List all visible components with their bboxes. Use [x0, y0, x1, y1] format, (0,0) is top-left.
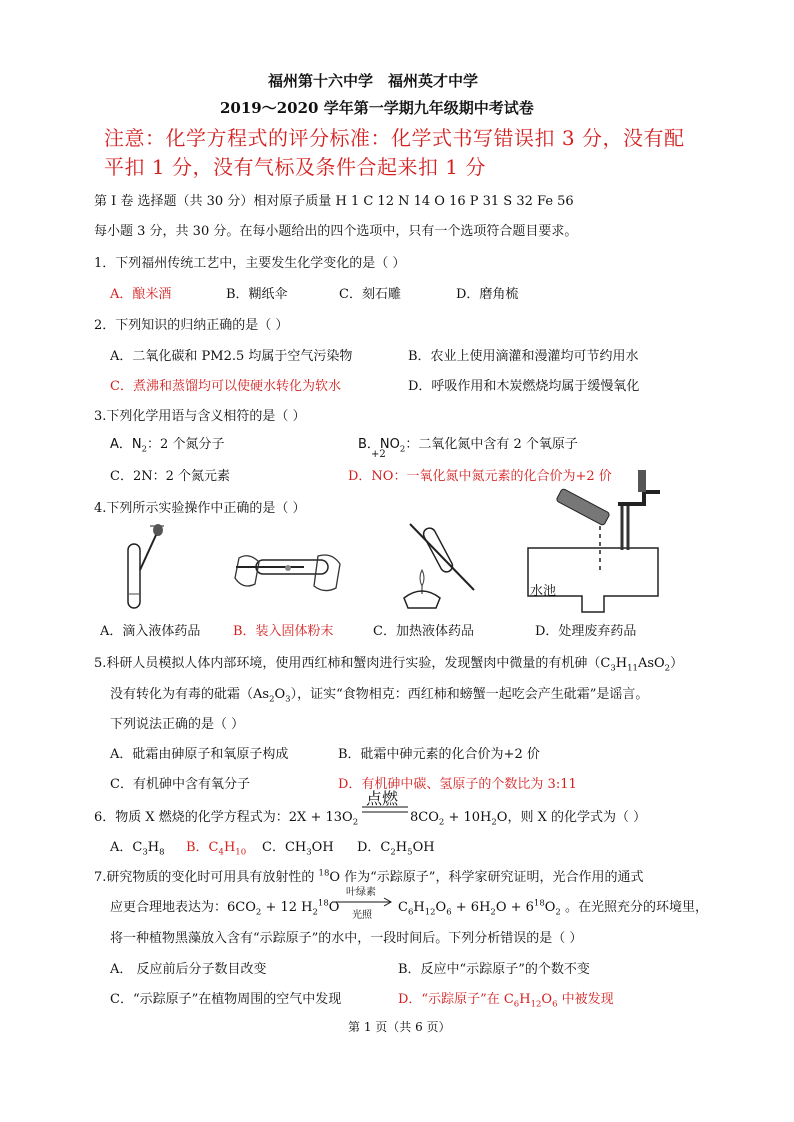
q4-option-d: D．处理废弃药品: [535, 624, 637, 639]
q6-reaction-condition: 点燃: [366, 789, 399, 808]
q3-stem: 3.下列化学用语与含义相符的是（ ）: [94, 409, 306, 424]
q3-valence-mark: +2: [371, 449, 386, 460]
q3-option-a: A．$N_2$：2 个氮分子: [110, 437, 225, 455]
q7-equation-right: $C_6H_{12}O_6 + 6H_2O + 6^{18}O_2$ 。在光照充分的环境里，: [398, 898, 708, 918]
q2-option-c: C．煮沸和蒸馏均可以使硬水转化为软水: [110, 379, 341, 394]
q6-option-a: A．$C_3H_8$: [110, 840, 165, 858]
q5-option-a: A．砒霜由砷原子和氧原子构成: [110, 747, 289, 762]
section-heading: 第 I 卷 选择题（共 30 分）相对原子质量 H 1 C 12 N 14 O 16 P 31 S 32 Fe 56: [94, 194, 574, 209]
q7-equation-left: 应更合理地表达为：$6CO_2 + 12$ $H_2^{18}O$: [110, 898, 340, 918]
school-names: 福州第十六中学 福州英才中学: [268, 72, 479, 90]
q6-equal-sign: [360, 805, 410, 815]
q7-option-b: B．反应中“示踪原子”的个数不变: [398, 962, 590, 977]
q7-option-a: A． 反应前后分子数目改变: [110, 962, 267, 977]
section-instruction: 每小题 3 分，共 30 分。在每小题给出的四个选项中，只有一个选项符合题目要求。: [94, 224, 578, 239]
q5-option-b: B．砒霜中砷元素的化合价为+2 价: [338, 747, 540, 762]
q6-stem-end: $8CO_2 + 10H_2O$，则 X 的化学式为（ ）: [410, 810, 647, 828]
q2-option-b: B．农业上使用滴灌和漫灌均可节约用水: [408, 349, 639, 364]
q4-stem: 4.下列所示实验操作中正确的是（ ）: [94, 501, 306, 516]
exam-title: 2019～2020 学年第一学期九年级期中考试卷: [220, 99, 534, 117]
q3-option-c: C．2N：2 个氮元素: [110, 469, 230, 484]
grading-notice-line1: 注意：化学方程式的评分标准：化学式书写错误扣 3 分，没有配: [104, 126, 685, 150]
q5-option-d: D．有机砷中碳、氢原子的个数比为 3:11: [338, 777, 577, 792]
q3-option-b: B．$NO_2$：二氧化氮中含有 2 个氧原子: [358, 437, 578, 455]
q7-condition-bottom: 光照: [352, 910, 372, 921]
q7-line3: 将一种植物黑藻放入含有“示踪原子”的水中，一段时间后。下列分析错误的是（ ）: [110, 931, 583, 946]
q7-option-c: C．“示踪原子”在植物周围的空气中发现: [110, 992, 342, 1007]
q1-option-a: A．酿米酒: [110, 287, 172, 302]
q2-option-a: A．二氧化碳和 PM2.5 均属于空气污染物: [110, 349, 353, 364]
q1-option-b: B．糊纸伞: [226, 287, 288, 302]
q6-option-b: B．$C_4H_{10}$: [186, 840, 247, 858]
q4-option-a: A．滴入液体药品: [100, 624, 201, 639]
dropper-test-tube-illustration: [118, 522, 178, 612]
q2-option-d: D．呼吸作用和木炭燃烧均属于缓慢氧化: [408, 379, 640, 394]
page-number: 第 1 页（共 6 页）: [348, 1020, 451, 1034]
q6-stem-start: 6．物质 X 燃烧的化学方程式为：$2X + 13O_2$: [94, 810, 359, 828]
sink-label: 水池: [530, 584, 557, 599]
heating-liquid-illustration: [390, 520, 490, 612]
q5-line1: 5.科研人员模拟人体内部环境，使用西红柿和蟹肉进行实验，发现蟹肉中微量的有机砷$(C_3H_{11}AsO_2)$: [94, 656, 684, 674]
q4-option-c: C．加热液体药品: [373, 624, 474, 639]
q5-option-c: C．有机砷中含有氧分子: [110, 777, 250, 792]
q4-option-b: B．装入固体粉末: [233, 624, 334, 639]
q1-stem: 1．下列福州传统工艺中，主要发生化学变化的是（ ）: [94, 256, 406, 271]
q2-stem: 2．下列知识的归纳正确的是（ ）: [94, 318, 289, 333]
q1-option-d: D．磨角梳: [456, 287, 519, 302]
q6-option-d: D．$C_2H_5OH$: [357, 840, 435, 858]
powder-loading-illustration: [234, 540, 344, 600]
q1-option-c: C．刻石雕: [339, 287, 401, 302]
q7-condition-top: 叶绿素: [346, 887, 376, 898]
q5-line2: 没有转化为有毒的砒霜$(As_2O_3)$，证实“食物相克：西红柿和螃蟹一起吃会产生砒霜”是谣言。: [110, 687, 649, 705]
q6-option-c: C．$CH_3OH$: [262, 840, 334, 858]
q7-option-d: D．“示踪原子”在 $C_6H_{12}O_6$ 中被发现: [398, 992, 614, 1010]
q3-option-d: D．NO：一氧化氮中氮元素的化合价为+2 价: [348, 469, 612, 484]
grading-notice-line2: 平扣 1 分，没有气标及条件合起来扣 1 分: [104, 155, 486, 179]
q7-line1: 7.研究物质的变化时可用具有放射性的 $^{18}$O 作为“示踪原子”，科学家研究证明，光合作用的通式: [94, 868, 644, 885]
q5-line3: 下列说法正确的是（ ）: [110, 717, 245, 732]
